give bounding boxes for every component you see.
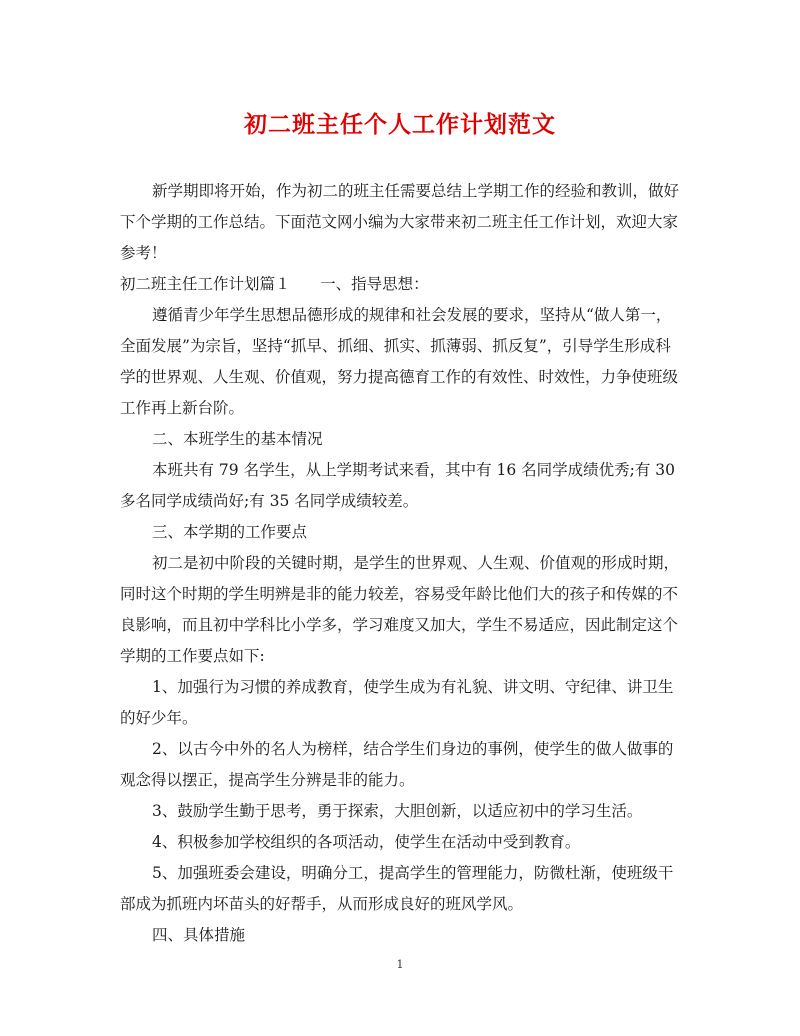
page-number: 1 [396,958,404,971]
section3-paragraph: 初二是初中阶段的关键时期，是学生的世界观、人生观、价值观的形成时期，同时这个时期的学生明辨是非的能力较差，容易受年龄比他们大的孩子和传媒的不良影响，而且初中学科比小学多，学习难度又加大，学生不易适应，因此制定这个学期的工作要点如下: [120,554,680,665]
section2-paragraph: 本班共有 79 名学生，从上学期考试来看，其中有 16 名同学成绩优秀;有 30 多名同学成绩尚好;有 35 名同学成绩较差。 [120,461,676,510]
section1-paragraph: 遵循青少年学生思想品德形成的规律和社会发展的要求，坚持从“做人第一，全面发展”为宗旨，坚持“抓早、抓细、抓实、抓薄弱、抓反复”，引导学生形成科学的世界观、人生观、价值观，努力提高德育工作的有效性、时效性，力争使班级工作再上新台阶。 [120,306,679,417]
section4-heading: 四、具体措施 [152,926,246,944]
point-item: 3、鼓励学生勤于思考，勇于探索，大胆创新，以适应初中的学习生活。 [152,802,643,820]
plan-label: 初二班主任工作计划篇１ [120,275,291,293]
intro-paragraph: 新学期即将开始，作为初二的班主任需要总结上学期工作的经验和教训，做好下个学期的工作总结。下面范文网小编为大家带来初二班主任工作计划，欢迎大家参考！ [120,182,680,262]
section2-heading: 二、本班学生的基本情况 [152,430,323,448]
section1-heading: 一、指导思想： [320,275,429,293]
document-title: 初二班主任个人工作计划范文 [244,111,556,138]
document-body [120,176,680,951]
point-item: 2、以古今中外的名人为榜样，结合学生们身边的事例，使学生的做人做事的观念得以摆正，提高学生分辨是非的能力。 [120,740,674,789]
plan-heading-line [120,269,680,300]
point-item: 4、积极参加学校组织的各项活动，使学生在活动中受到教育。 [152,833,581,851]
section3-heading: 三、本学期的工作要点 [152,523,308,541]
point-item: 5、加强班委会建设，明确分工，提高学生的管理能力，防微杜渐，使班级干部成为抓班内坏苗头的好帮手，从而形成良好的班风学风。 [120,864,674,913]
point-item: 1、加强行为习惯的养成教育，使学生成为有礼貌、讲文明、守纪律、讲卫生的好少年。 [120,678,674,727]
